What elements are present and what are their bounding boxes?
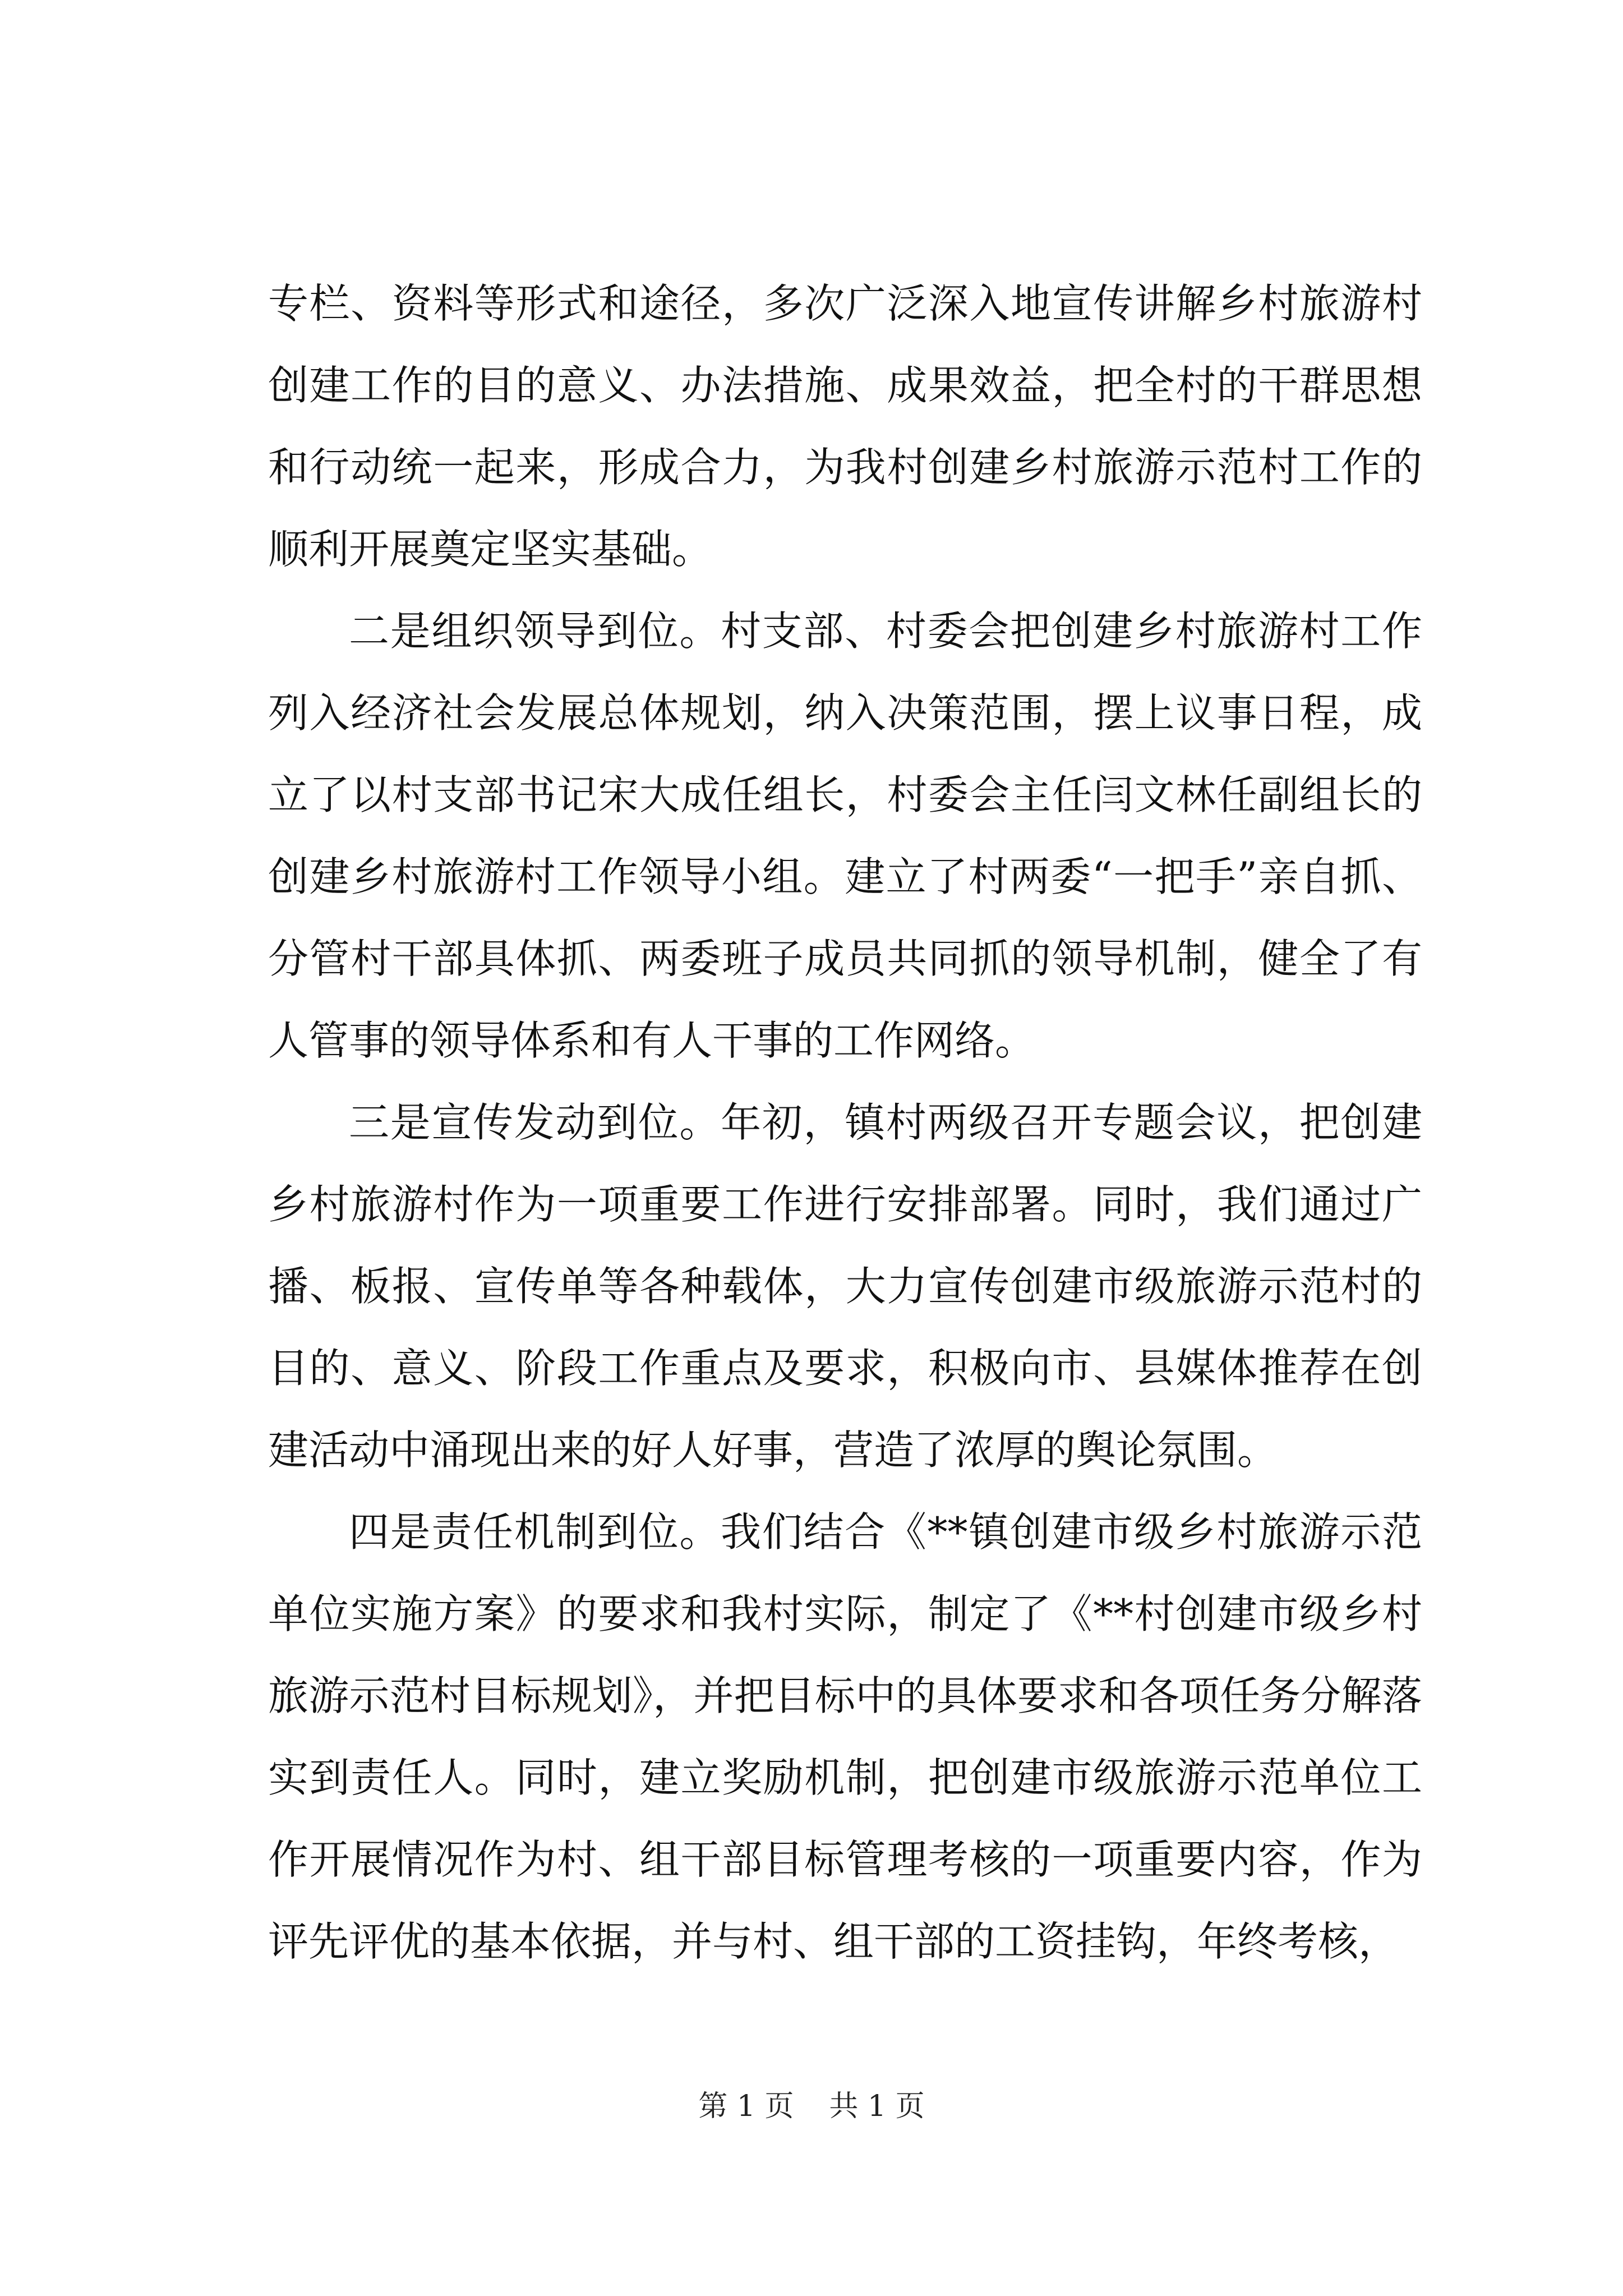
document-body [268,263,1422,1982]
paragraph-1: 专栏、资料等形式和途径，多次广泛深入地宣传讲解乡村旅游村创建工作的目的意义、办法措施、成果效益，把全村的干群思想和行动统一起来，形成合力，为我村创建乡村旅游示范村工作的顺利开展奠定坚实基础。 [268,280,1422,573]
paragraph-2: 二是组织领导到位。村支部、村委会把创建乡村旅游村工作列入经济社会发展总体规划，纳入决策范围，摆上议事日程，成立了以村支部书记宋大成任组长，村委会主任闫文林任副组长的创建乡村旅游村工作领导小组。建立了村两委“一把手”亲自抓、分管村干部具体抓、两委班子成员共同抓的领导机制，健全了有人管事的领导体系和有人干事的工作网络。 [268,608,1422,1064]
page-total: 共 1 页 [829,2090,925,2123]
paragraph-4: 四是责任机制到位。我们结合《**镇创建市级乡村旅游示范单位实施方案》的要求和我村实际，制定了《**村创建市级乡村旅游示范村目标规划》，并把目标中的具体要求和各项任务分解落实到责任人。同时，建立奖励机制，把创建市级旅游示范单位工作开展情况作为村、组干部目标管理考核的一项重要内容，作为评先评优的基本依据，并与村、组干部的工资挂钩，年终考核， [268,1508,1422,1965]
paragraph-3: 三是宣传发动到位。年初，镇村两级召开专题会议，把创建乡村旅游村作为一项重要工作进行安排部署。同时，我们通过广播、板报、宣传单等各种载体，大力宣传创建市级旅游示范村的目的、意义、阶段工作重点及要求，积极向市、县媒体推荐在创建活动中涌现出来的好人好事，营造了浓厚的舆论氛围。 [268,1099,1422,1474]
page-number: 第 1 页 [698,2090,794,2123]
page-footer [0,2087,1623,2126]
